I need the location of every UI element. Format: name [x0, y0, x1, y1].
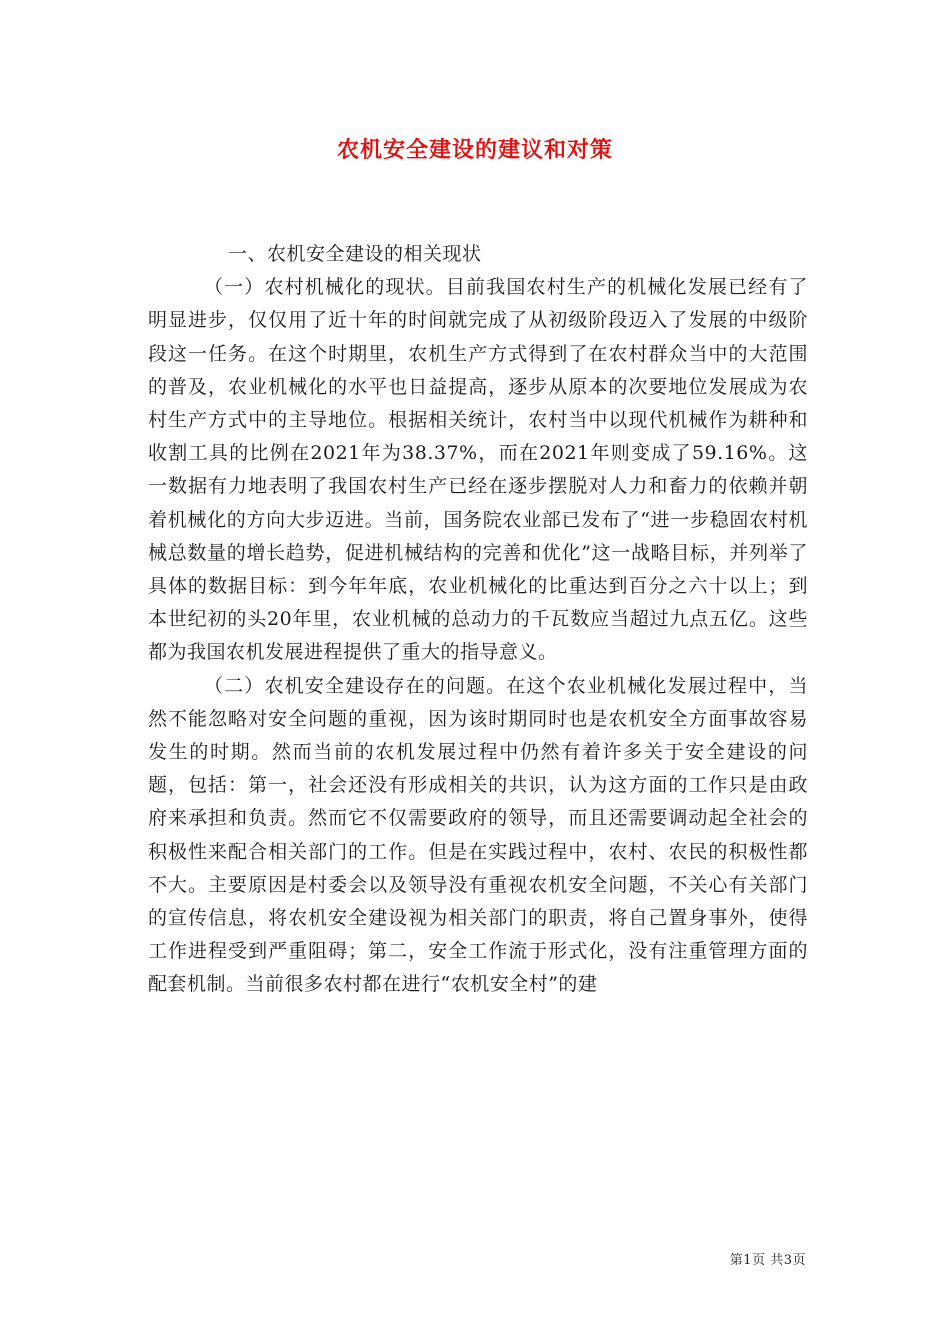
- footer-total-pages: 3: [783, 1253, 793, 1268]
- document-title: 农机安全建设的建议和对策: [336, 137, 613, 163]
- section-heading: 一、农机安全建设的相关现状: [228, 243, 482, 265]
- footer-middle: 页 共: [752, 1253, 784, 1268]
- paragraph-2: （二）农机安全建设存在的问题。在这个农业机械化发展过程中，当然不能忽略对安全问题的重视，因为该时期同时也是农机安全方面事故容易发生的时期。然而当前的农机发展过程中仍然有着许多关于安全建设的问题，包括：第一，社会还没有形成相关的共识，认为这方面的工作只是由政府来承担和负责。然而它不仅需要政府的领导，而且还需要调动起全社会的积极性来配合相关部门的工作。但是在实践过程中，农村、农民的积极性都不大。主要原因是村委会以及领导没有重视农机安全问题，不关心有关部门的宣传信息，将农机安全建设视为相关部门的职责，将自己置身事外，使得工作进程受到严重阻碍；第二，安全工作流于形式化，没有注重管理方面的配套机制。当前很多农村都在进行“农机安全村”的建: [148, 674, 808, 996]
- footer-suffix: 页: [792, 1253, 806, 1268]
- footer-current-page: 1: [743, 1253, 753, 1268]
- page-number-footer: [730, 1249, 806, 1268]
- footer-prefix: 第: [729, 1253, 744, 1268]
- paragraph-1: （一）农村机械化的现状。目前我国农村生产的机械化发展已经有了明显进步，仅仅用了近十年的时间就完成了从初级阶段迈入了发展的中级阶段这一任务。在这个时期里，农机生产方式得到了在农村群众当中的大范围的普及，农业机械化的水平也日益提高，逐步从原本的次要地位发展成为农村生产方式中的主导地位。根据相关统计，农村当中以现代机械作为耕种和收割工具的比例在2021年为38.37%，而在2021年则变成了59.16%。这一数据有力地表明了我国农村生产已经在逐步摆脱对人力和畜力的依赖并朝着机械化的方向大步迈进。当前，国务院农业部已发布了“进一步稳固农村机械总数量的增长趋势，促进机械结构的完善和优化”这一战略目标，并列举了具体的数据目标：到今年年底，农业机械化的比重达到百分之六十以上；到本世纪初的头20年里，农业机械的总动力的千瓦数应当超过九点五亿。这些都为我国农机发展进程提供了重大的指导意义。: [148, 276, 808, 664]
- document-body: [148, 238, 808, 1002]
